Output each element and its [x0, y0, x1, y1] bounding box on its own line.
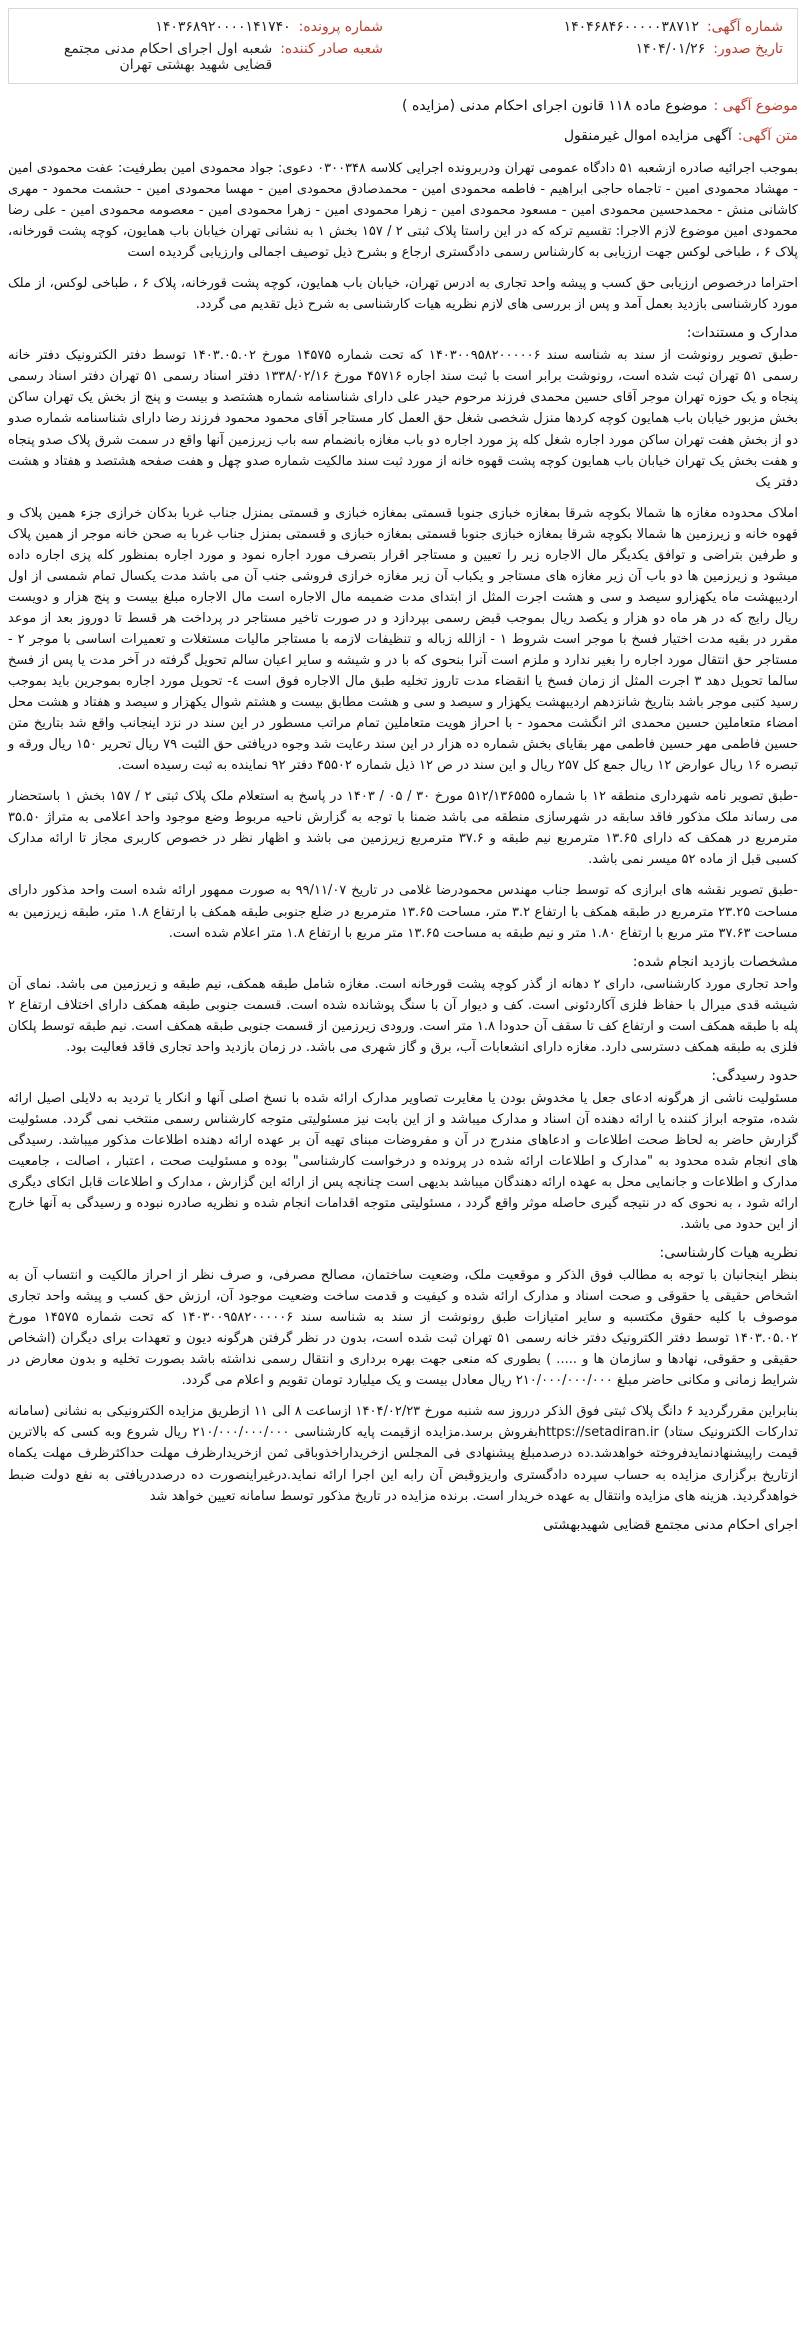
notice-page: [8, 8, 798, 2311]
subject-label: متن آگهی:: [737, 128, 798, 144]
issue-date-label: تاریخ صدور:: [713, 41, 783, 57]
ad-number-value: ۱۴۰۴۶۸۴۶۰۰۰۰۰۳۸۷۱۲: [563, 19, 699, 35]
ad-number-row: [423, 19, 783, 35]
assessment-paragraph: احتراما درخصوص ارزیابی حق کسب و پیشه واحد تجاری به ادرس تهران، خیابان باب همایون، کوچه پشت قورخانه، پلاک ۶ ، طباخی لوکس، از ملک مورد کارشناسی بازدید بعمل آمد و پس از بررسی های لازم نظریه هیات کارشناسی به شرح ذیل تقدیم می گردد.: [8, 276, 798, 313]
limits-paragraph: مسئولیت ناشی از هرگونه ادعای جعل یا مخدوش بودن یا مغایرت تصاویر مدارک ارائه شده با نسخ اصلی آنها و انکار یا تردید به دلایلی اصیل ارائه شده، متوجه ابراز کننده یا ارائه دهنده آن اسناد و مدارک میباشد و از این بابت نیز مسئولیتی متوجه کارشناس رسمی منتخب نمی گردد. مسئولیت گزارش حاضر به لحاظ صحت اطلاعات و ادعاهای مندرج در آن و مفروضات مبنای تهیه آن بر عهده ارائه دهنده اطلاعات مذکور میباشد. رسیدگی های انجام شده محدود به "مدارک و اطلاعات ارائه شده در پرونده و درخواست کارشناسی" بوده و مسئولیت صحت ، اعتبار ، اصالت ، جامعیت مدارک و اطلاعات و جانمایی محل به عهده ارائه دهندگان میباشد بدیهی است چنانچه پس از ارائه این گزارش ، مدارک و اطلاعات قابل اتکای دیگری ارائه شود ، به نحوی که در نتیجه گیری حاصله موثر واقع گردد ، مسئولیتی متوجه اقدامات انجام شده و نظریه صادره نبوده و رسیدگی به آنها خارج از این حدود می باشد.: [8, 1090, 798, 1233]
issuer-row: [23, 41, 383, 73]
notice-topic: [8, 98, 798, 114]
docs-paragraph-1: -طبق تصویر رونوشت از سند به شناسه سند ۱۴۰۳۰۰۹۵۸۲۰۰۰۰۰۶ که تحت شماره ۱۴۵۷۵ مورخ ۱۴۰۳.۰۵.۰۲ توسط دفتر الکترونیک دفتر خانه رسمی ۵۱ تهران ثبت شده است، رونوشت برابر است با ثبت سند اجاره ۴۵۷۱۶ مورخ ۱۳۳۸/۰۲/۱۶ دفتر اسناد رسمی ۵۱ تهران دفتر اسناد رسمی پنجاه و یک حوزه تهران موجر آقای حسین محمدی فرزند مرحوم حیدر علی دارای شناسنامه شماره هشتصد و بیست و پنج از بخش یک تهران ساکن بخش مزبور خیابان باب همایون کوچه کردها منزل شخصی شغل حق العمل کار مستاجر آقای محمود محمود فرزند رضا دارای شناسنامه شماره صدو دو از بخش هفت تهران ساکن مورد اجاره شغل کله پز مورد اجاره دو باب مغازه بانضمام سه باب زیرزمین آنها واقع در سمت شرق پلاک صدو پنجاه و هفت بخش یک تهران خیابان باب همایون کوچه پشت قهوه خانه از مورد ثبت سند مالکیت شماره صدو چهل و هفت صفحه هشتصد و هفتاد و هشت دفتر یک: [8, 348, 798, 490]
docs-paragraph-4: -طبق تصویر نقشه های ابرازی که توسط جناب مهندس محمودرضا غلامی در تاریخ ۹۹/۱۱/۰۷ به صورت ممهور ارائه شده است واحد مذکور دارای مساحت ۲۳.۲۵ مترمربع در طبقه همکف با ارتفاع ۳.۲ متر، مساحت ۱۳.۶۵ مترمربع در ضلع جنوبی طبقه همکف با ارتفاع ۱.۸ متر، طبقه زیرزمین به مساحت ۳۷.۶۳ متر مربع با ارتفاع ۱.۸۰ متر و نیم طبقه به مساحت ۱۳.۶۵ متر مربع با ارتفاع ۱.۸ متر اعلام شده است.: [8, 883, 798, 941]
case-number-row: [23, 19, 383, 35]
topic-label: موضوع آگهی :: [713, 98, 798, 114]
case-number-label: شماره پرونده:: [298, 19, 383, 35]
docs-title: مدارک و مستندات:: [686, 325, 798, 342]
signature: اجرای احکام مدنی مجتمع قضایی شهیدبهشتی: [542, 1516, 798, 1533]
notice-subject: [8, 128, 798, 144]
notice-header: [8, 8, 798, 84]
case-number-value: ۱۴۰۳۶۸۹۲۰۰۰۰۱۴۱۷۴۰: [155, 19, 291, 35]
subject-value: آگهی مزایده اموال غیرمنقول: [563, 128, 732, 144]
inspection-paragraph: واحد تجاری مورد کارشناسی، دارای ۲ دهانه از گذر کوچه پشت قورخانه است. مغازه شامل طبقه همکف، نیم طبقه و زیرزمین می باشد. نمای آن شیشه قدی میرال با حفاظ فلزی آکاردئونی است. کف و دیوار آن با سنگ پوشانده شده است. قسمت جنوبی طبقه همکف دارای اختلاف ارتفاع ۲ پله با طبقه همکف است و ارتفاع کف تا سقف آن حدودا ۱.۸ متر است. ورودی زیرزمین از قسمت جنوبی طبقه همکف است. نیم طبقه توسط پلکان فلزی به طبقه همکف دسترسی دارد. مغازه دارای انشعابات آب، برق و گاز شهری می باشد. در زمان بازدید واحد تجاری فاقد فعالیت بود.: [8, 976, 798, 1055]
topic-value: موضوع ماده ۱۱۸ قانون اجرای احکام مدنی (مزایده ): [402, 98, 708, 114]
docs-paragraph-3: -طبق تصویر نامه شهرداری منطقه ۱۲ با شماره ۵۱۲/۱۳۶۵۵۵ مورخ ۳۰ / ۰۵ / ۱۴۰۳ در پاسخ به استعلام ملک پلاک ثبتی ۲ / ۱۵۷ بخش ۱ باستحضار می رساند ملک مذکور فاقد سابقه در شهرسازی منطقه می باشد ضمنا با توجه به گزارش ناحیه مربوط وضع موجود واحد اعلامی به متراژ ۳۵.۵۰ مترمربع در همکف که دارای ۱۳.۶۵ مترمربع نیم طبقه و ۳۷.۶ مترمربع زیرزمین می باشد و اظهار نظر در خصوص کاربری مجاز تا ارائه مدارک کسبی قبل از ماده ۵۲ میسر نمی باشد.: [8, 789, 798, 868]
notice-body: [8, 158, 798, 1533]
auction-paragraph: بنابراین مقررگردید ۶ دانگ پلاک ثبتی فوق الذکر درروز سه شنبه مورخ ۱۴۰۴/۰۲/۲۳ ازساعت ۸ الی ۱۱ ازطریق مزایده الکترونیکی به نشانی (سامانه تدارکات الکترونیک ستاد) https://setadiran.irبفروش برسد.مزایده ازقیمت پایه کارشناسی ۲۱۰/۰۰۰/۰۰۰/۰۰۰ ریال شروع وبه کسی که بالاترین قیمت راپیشنهادنمایدفروخته خواهدشد.ده درصدمبلغ پیشنهادی فی المجلس ازخریداراخذوباقی ثمن ازخریدارظرف مهلت حداکثرظرف مهلت یکماه ازتاریخ برگزاری مزایده به حساب سپرده دادگستری واریزوقبض آن رابه این اجرا ارائه نماید.درغیراینصورت ده درصددریافتی به نفع دولت ضبط خواهدگردید. هزینه های مزایده وانتقال به عهده خریدار است. برنده مزایده در تاریخ مذکور توسط سامانه تعیین خواهد شد: [8, 1404, 798, 1504]
issue-date-value: ۱۴۰۴/۰۱/۲۶: [635, 41, 706, 57]
docs-paragraph-2: املاک محدوده مغازه ها شمالا بکوچه شرقا بمغازه خبازی جنوبا قسمتی بمغازه خبازی و قسمتی بمنزل جناب غربا بدکان خرازی جزء همین پلاک و قهوه خانه و زیرزمین ها شمالا بکوچه شرقا بمغازه خبازی جنوبا قسمتی بمغازه خبازی و قسمتی بمنزل جناب غربا به صحن خانه موجر از همین پلاک و طرفین بتراضی و توافق یکدیگر مال الاجاره زیر را تعیین و مستاجر اقرار بتصرف مورد اجاره نمود و مورد اجاره بمنظور کله پزی اجاره داده میشود و زیرزمین ها دو باب آن زیر مغازه های مستاجر و یکباب آن زیر مغازه خرازی فروشی جنب آن می باشد مدت یکسال تمام شمسی از اول اردیبهشت ماه یکهزارو سیصد و سی و هشت اجرت المثل از ابتدای مدت ضمیمه مال الاجاره است مال الاجاره مبلغ بیست و پنج هزار و دویست ریال رایج که در هر ماه دو هزار و یکصد ریال بموجب قبض رسمی بپردازد و در صورت تاخیر مستاجر در پرداخت هر قسط تا دوروز بعد از موعد مقرر در بقیه مدت اختیار فسخ با موجر است شروط ۱ - ازالله زباله و تنظیفات لازمه با مستاجر مالیات مستغلات و تعمیرات اساسی با موجر ۲ - مستاجر حق انتقال مورد اجاره را بغیر ندارد و ملزم است آنرا بنحوی که با در و شیشه و سایر اعیان سالم تحویل گرفته در آخر مدت یا پس از فسخ سالما تحویل دهد ۳ اجرت المثل از زمان فسخ یا انقضاء مدت تاروز تخلیه طبق مال الاجاره فوق است ٤- تحویل مورد اجاره بموجرین باید بموجب رسید کتبی موجر باشد بتاریخ شانزدهم اردیبهشت یکهزار و سیصد و سی و هشت مطابق بیست و هشتم شوال یکهزار و سیصد و هفتاد و هشت محل امضاء متعاملین حسین محمدی اثر انگشت محمود - با احراز هویت متعاملین تمام مراتب مسطور در این سند در نزد اینجانب واقع شد بتاریخ متن حسین فاطمی مهر حسین فاطمی مهر بقایای بخش شماره ده هزار در این سند رعایت شد وجوه دریافتی حق الثبت ۷۹ ریال تحریر ۱۵۰ ریال ورقه و تبصره ۱۶ ریال عوارض ۱۲ ریال جمع کل ۲۵۷ ریال و این سند در ص ۱۲ ذیل شماره ۴۵۵۰۲ دفتر ۹۲ نماینده به ثبت رسیده است.: [8, 505, 798, 774]
opinion-paragraph: بنظر اینجانبان با توجه به مطالب فوق الذکر و موقعیت ملک، وضعیت ساختمان، مصالح مصرفی، و صرف نظر از احراز مالکیت و انتساب آن به اشخاص حقیقی یا حقوقی و صحت اسناد و مدارک ارائه شده و کیفیت و قدمت ساخت وضعیت موجود آن، ارزش حق کسب و پیشه واحد تجاری موصوف با کلیه حقوق مکتسبه و سایر امتیازات طبق رونوشت از سند به شناسه سند ۱۴۰۳۰۰۹۵۸۲۰۰۰۰۰۶ که تحت شماره ۱۴۵۷۵ مورخ ۱۴۰۳.۰۵.۰۲ توسط دفتر الکترونیک دفتر خانه رسمی ۵۱ تهران ثبت شده است، بدون در نظر گرفتن هرگونه دیون و تعهدات برای دیگران (اشخاص حقیقی و حقوقی، نهادها و سازمان ها و ..... ) بطوری که منعی جهت بهره برداری و انتقال رسمی نداشته باشد بصورت تخلیه و بدون معارض در شرایط زمانی و مکانی حاضر مبلغ ۲۱۰/۰۰۰/۰۰۰/۰۰۰ ریال معادل بیست و یک میلیارد تومان تقویم و اعلام می گردد.: [8, 1268, 799, 1389]
opinion-title: نظریه هیات کارشناسی:: [659, 1245, 798, 1262]
ad-number-label: شماره آگهی:: [706, 19, 783, 35]
intro-paragraph: بموجب اجرائیه صادره ازشعبه ۵۱ دادگاه عمومی تهران ودربرونده اجرایی کلاسه ۰۳۰۰۳۴۸ دعوی: جواد محمودی امین بطرفیت: عفت محمودی امین - مهشاد محمودی امین - تاجماه حاجی ابراهیم - فاطمه محمودی امین - محمدصادق محمودی امین - مهسا محمودی امین - حشمت محمود - مهری کاشانی منش - محمدحسین محمودی امین - مسعود محمودی امین - زهرا محمودی امین - زهرا محمودی امین - معصومه محمودی امین - علی رضا محمودی امین موضوع لازم الاجرا: تقسیم ترکه که در این راستا پلاک ثبتی ۲ / ۱۵۷ بخش ۱ به نشانی تهران خیابان باب همایون، کوچه پشت قورخانه، پلاک ۶ ، طباخی لوکس جهت ارزیابی به کارشناس رسمی دادگستری ارجاع و بشرح ذیل توصیف اجمالی وارزیابی گردیده است: [8, 161, 798, 261]
limits-title: حدود رسیدگی:: [711, 1067, 798, 1084]
inspection-title: مشخصات بازدید انجام شده:: [632, 953, 798, 970]
issue-date-row: [423, 41, 783, 73]
issuer-value: شعبه اول اجرای احکام مدنی مجتمع قضایی شهید بهشتی تهران: [63, 41, 273, 73]
issuer-label: شعبه صادر کننده:: [280, 41, 383, 57]
